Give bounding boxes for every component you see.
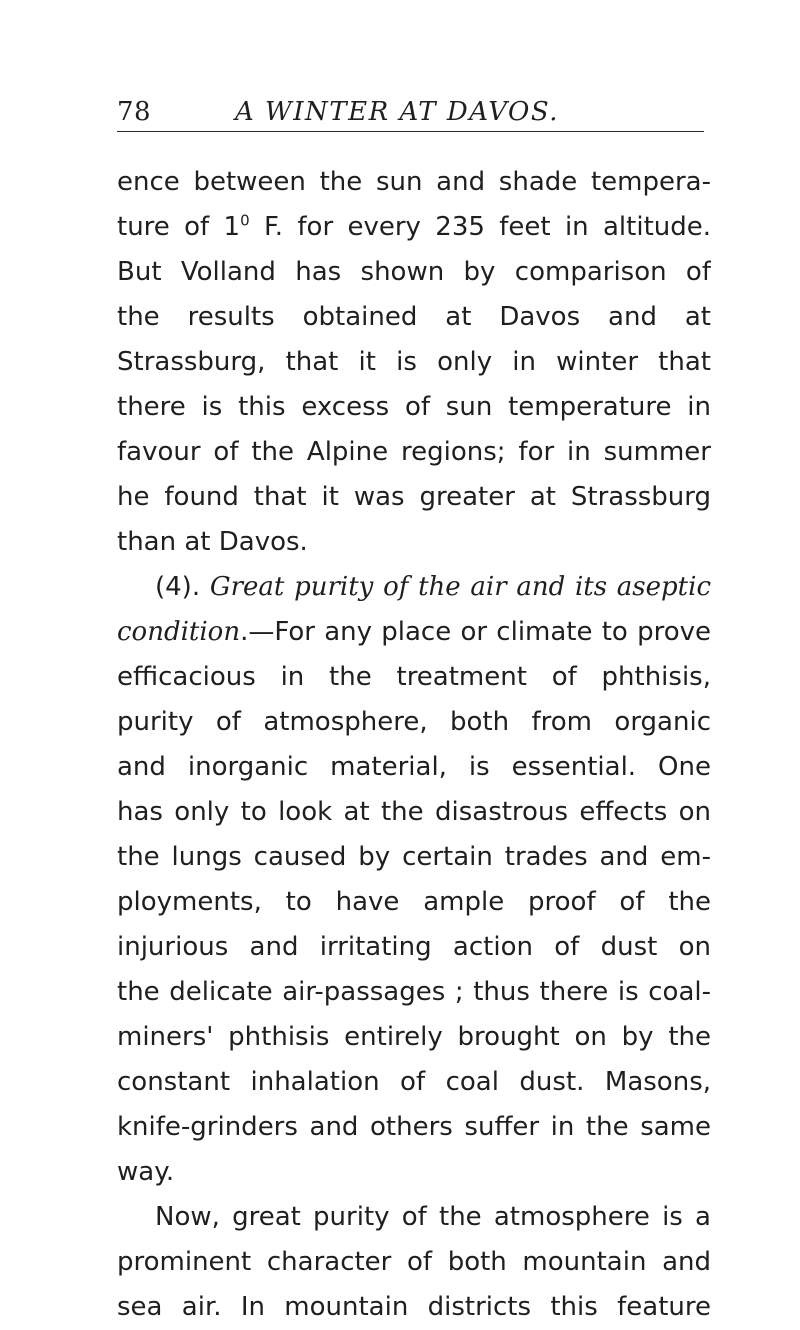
body-text <box>117 160 711 1330</box>
text-line: ence between the sun and shade tempera- <box>117 167 711 197</box>
degree-superscript: 0 <box>240 211 250 230</box>
section-heading-line: (4). Great purity of the air and its aseptic <box>155 572 711 602</box>
running-title: A WINTER AT DAVOS. <box>235 97 560 127</box>
text-line: way. <box>117 1157 175 1187</box>
text-line: than at Davos. <box>117 527 308 557</box>
text-line: the lungs caused by certain trades and em- <box>117 842 711 872</box>
header-rule <box>117 131 704 132</box>
text-line: sea air. In mountain districts this feature <box>117 1292 711 1322</box>
text-line: ture of $1^0$ F. for every 235 feet in altitude. <box>117 211 711 242</box>
text-line: efficacious in the treatment of phthisis, <box>117 662 711 692</box>
section-heading: Great purity of the air and its aseptic <box>209 572 711 602</box>
text-line: prominent character of both mountain and <box>117 1247 711 1277</box>
text-line: constant inhalation of coal dust. Masons, <box>117 1067 711 1097</box>
text-line: condition.—For any place or climate to prove <box>117 617 711 647</box>
text-line: the results obtained at Davos and at <box>117 302 711 332</box>
section-heading-end: condition <box>117 617 241 647</box>
text-line: he found that it was greater at Strassburg <box>117 482 711 512</box>
text-line: But Volland has shown by comparison of <box>117 257 711 287</box>
paragraph-start-line: Now, great purity of the atmosphere is a <box>155 1202 711 1232</box>
text-line: Strassburg, that it is only in winter that <box>117 347 711 377</box>
text-line: favour of the Alpine regions; for in summer <box>117 437 711 467</box>
text-line: and inorganic material, is essential. One <box>117 752 711 782</box>
page-number: 78 <box>117 97 152 127</box>
text-line: purity of atmosphere, both from organic <box>117 707 711 737</box>
text-line: has only to look at the disastrous effects on <box>117 797 711 827</box>
text-line: knife-grinders and others suffer in the same <box>117 1112 711 1142</box>
text-line: injurious and irritating action of dust on <box>117 932 711 962</box>
text-line: the delicate air-passages ; thus there is coal- <box>117 977 711 1007</box>
running-head <box>117 92 704 132</box>
text-line: miners' phthisis entirely brought on by the <box>117 1022 711 1052</box>
text-line: there is this excess of sun temperature in <box>117 392 711 422</box>
text-line: ployments, to have ample proof of the <box>117 887 711 917</box>
